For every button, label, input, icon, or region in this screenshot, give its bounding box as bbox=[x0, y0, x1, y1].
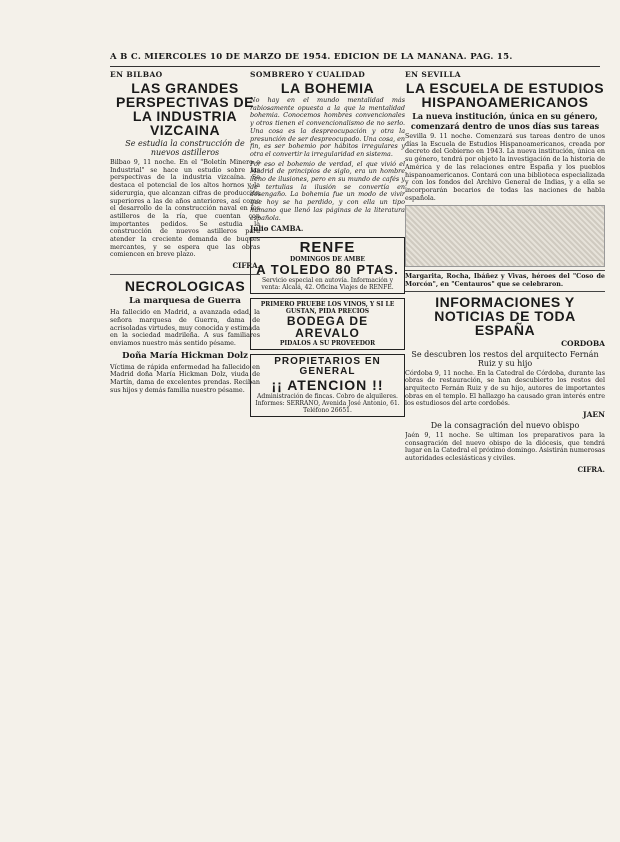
ad-headline: ¡¡ ATENCION !! bbox=[271, 376, 384, 393]
ad-headline: A TOLEDO 80 PTAS. bbox=[256, 262, 399, 277]
divider bbox=[110, 274, 260, 275]
headline-informaciones: INFORMACIONES Y NOTICIAS DE TODA ESPAÑA bbox=[434, 293, 576, 338]
section-label: EN SEVILLA bbox=[405, 70, 462, 79]
column-1 bbox=[110, 70, 260, 840]
masthead-rule bbox=[110, 66, 600, 67]
advertisement-propietarios bbox=[250, 354, 405, 417]
ad-text: PIDALOS A SU PROVEEDOR bbox=[279, 339, 376, 347]
city-tag-cordoba: CORDOBA bbox=[561, 338, 605, 348]
masthead: A B C. MIERCOLES 10 DE MARZO DE 1954. EDICION DE LA MAÑANA. PAG. 15. bbox=[110, 52, 513, 62]
advertisement-bodega bbox=[250, 298, 405, 350]
section-label: EN BILBAO bbox=[110, 70, 163, 79]
news-photo bbox=[405, 205, 605, 267]
column-2 bbox=[250, 70, 405, 840]
photo-caption: Margarita, Rocha, Ibáñez y Vivas, héroes del "Coso de Morcón", en "Centauros" que se celebraron. bbox=[405, 270, 605, 291]
article-body-cordoba: Córdoba 9, 11 noche. En la Catedral de Córdoba, durante las obras de restauración, se han descubierto los restos del arquitecto Fernán Ruiz y de su hijo, autores de importantes obras en el templo. El hallazgo ha causado gran interés entre los estudiosos del arte cordobés. bbox=[405, 368, 605, 408]
subhead-escuela: La nueva institución, única en su género, comenzará dentro de unos días sus tareas bbox=[410, 111, 600, 131]
headline-bohemia: LA BOHEMIA bbox=[280, 80, 375, 96]
ad-text: Administración de fincas. Cobro de alquileres. Informes: SERRANO, Avenida José Antonio, 61. Teléfono 26651. bbox=[255, 392, 400, 414]
ad-headline: BODEGA DE AREVALO bbox=[286, 313, 369, 341]
necrology-body: Víctima de rápida enfermedad ha fallecido en Madrid doña María Hickman Dolz, viuda de Martín, dama de excelentes prendas. Reciban sus hijos y demás familia nuestro pésame. bbox=[110, 362, 260, 394]
headline-industria: LAS GRANDES PERSPECTIVAS DE LA INDUSTRIA VIZCAINA bbox=[116, 80, 254, 138]
advertisement-renfe bbox=[250, 237, 405, 293]
article-body-industria: Bilbao 9, 11 noche. En el "Boletín Minero e Industrial" se hace un estudio sobre las perspectivas de la industria vizcaína. Se destaca el potencial de los altos hornos y la siderurgia, que alcanzan cifras de producción superiores a las de años anteriores, así como el desarrollo de la construcción naval en los astilleros de la ría, que cuentan con importantes pedidos. Se estudia la construcción de nuevos astilleros para atender la creciente demanda de buques mercantes, y se espera que las obras comiencen en breve plazo. bbox=[110, 158, 260, 259]
necrology-name: Doña María Hickman Dolz bbox=[122, 350, 248, 361]
necrology-body: Ha fallecido en Madrid, a avanzada edad, la señora marquesa de Guerra, dama de acrisoladas virtudes, muy conocida y estimada en la sociedad madrileña. A sus familiares enviamos nuestro más sentido pésame. bbox=[110, 308, 260, 347]
section-label: SOMBRERO Y CUALIDAD bbox=[250, 70, 366, 79]
ad-title: PROPIETARIOS EN GENERAL bbox=[274, 355, 381, 378]
headline-escuela: LA ESCUELA DE ESTUDIOS HISPANOAMERICANOS bbox=[405, 80, 605, 110]
subhead-jaen: De la consagración del nuevo obispo bbox=[430, 421, 580, 431]
article-signature: Julio CAMBA. bbox=[250, 224, 304, 234]
ad-subtitle: DOMINGOS DE AMBE bbox=[290, 256, 365, 263]
article-body-escuela: Sevilla 9. 11 noche. Comenzará sus tareas dentro de unos días la Escuela de Estudios Hispanoamericanos, creada por decreto del Gobierno en 1943. La nueva institución, única en su género, tendrá por objeto la investigación de la historia de América y de las relaciones entre España y los pueblos hispanoamericanos. Contará con una biblioteca especializada y con los fondos del Archivo General de Indias, y a ella se incorporarán becarios de todas las naciones de habla española. bbox=[405, 132, 605, 202]
column-3 bbox=[405, 70, 605, 840]
article-signature: CIFRA. bbox=[577, 464, 605, 474]
city-tag-jaen: JAEN bbox=[583, 410, 605, 420]
ad-text: Servicio especial en autovía. Información y venta: Alcalá, 42. Oficina Viajes de RENFE. bbox=[261, 276, 394, 291]
necrology-name: La marquesa de Guerra bbox=[129, 296, 241, 307]
headline-necrologicas: NECROLOGICAS bbox=[124, 278, 246, 295]
subhead-astilleros: Se estudia la construcción de nuevos astilleros bbox=[125, 139, 245, 157]
subhead-cordoba: Se descubren los restos del arquitecto Fernán Ruiz y su hijo bbox=[411, 349, 599, 368]
ad-title: RENFE bbox=[299, 239, 356, 257]
ad-text: PRIMERO PRUEBE LOS VINOS, Y SI LE GUSTAN, PIDA PRECIOS bbox=[260, 300, 395, 315]
article-body-bohemia: Por eso el bohemio de verdad, el que vivió el Madrid de principios de siglo, era un hombre lleno de ilusiones, pero en su mundo de cafés y de tertulias la ilusión se convertía en desengaño. La bohemia fue un modo de vivir que hoy se ha perdido, y con ella un tipo humano que llenó las páginas de la literatura española. bbox=[250, 159, 405, 222]
article-body-bohemia: No hay en el mundo mentalidad más rabiosamente opuesta a la que la mentalidad bohemia. Conocemos hombres convencionales y otros tienen el convencionalismo de no serlo. Una cosa es la despreocupación y otra la presunción de ser despreocupado. Una cosa, en fin, es ser bohemio por hábitos irregulares y otra el convertir la irregularidad en sistema. bbox=[250, 96, 405, 158]
article-signature: CIFRA. bbox=[232, 261, 260, 271]
article-body-jaen: Jaén 9, 11 noche. Se ultiman los preparativos para la consagración del nuevo obispo de la diócesis, que tendrá lugar en la Catedral el próximo domingo. Asistirán numerosas autoridades eclesiásticas y civiles. bbox=[405, 431, 605, 463]
